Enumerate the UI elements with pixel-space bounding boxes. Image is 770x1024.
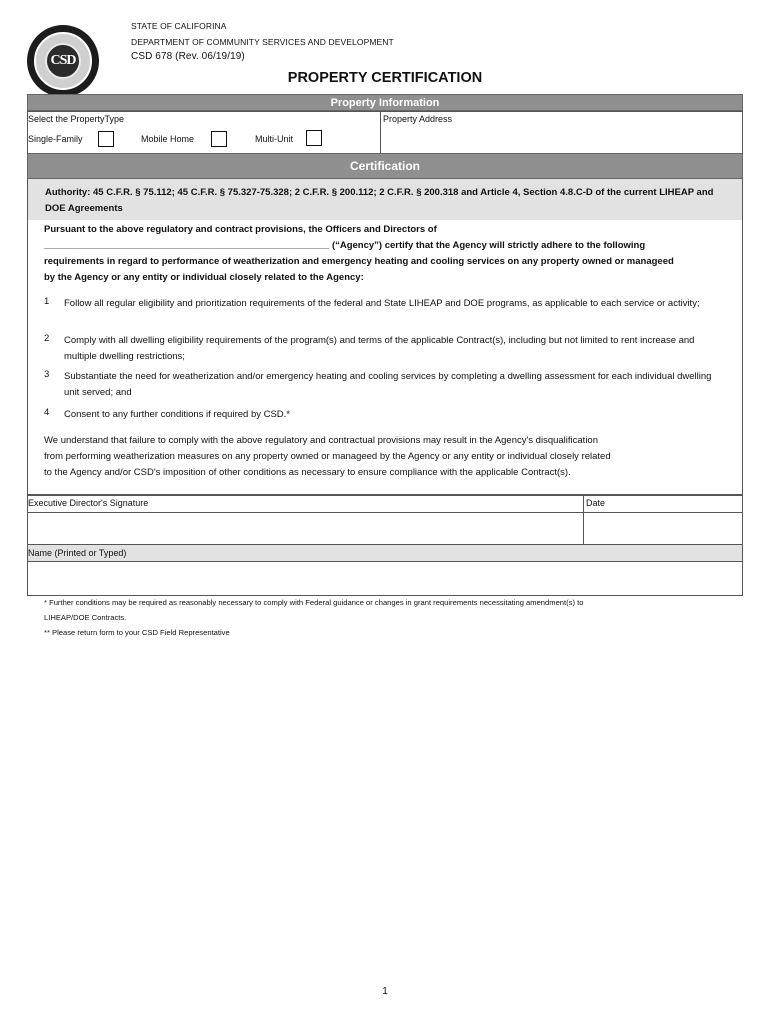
pursuant-line-3: requirements in regard to performance of weatherization and emergency heating and cooling services on any property owned or manageed: [44, 256, 674, 267]
multi-unit-label: Multi-Unit: [255, 134, 294, 144]
state-name: STATE OF CALIFORINA: [131, 21, 227, 31]
pursuant-line-4: by the Agency or any entity or individual closely related to the Agency:: [44, 272, 364, 283]
name-label: Name (Printed or Typed): [28, 548, 127, 558]
date-label: Date: [586, 498, 606, 508]
page-title: PROPERTY CERTIFICATION: [287, 70, 483, 86]
pursuant-line-2: ______________________________________________________ (“Agency”) certify that the Agency will strictly adhere to the following: [44, 240, 646, 251]
item-text: Substantiate the need for weatherization and/or emergency heating and cooling services by completing a dwelling assessment for each individual dwelling unit served; and: [64, 371, 712, 398]
pursuant-line-1: Pursuant to the above regulatory and contract provisions, the Officers and Directors of: [44, 224, 437, 235]
name-field[interactable]: [27, 561, 743, 596]
mobile-home-label: Mobile Home: [141, 134, 195, 144]
item-text: Consent to any further conditions if required by CSD.*: [64, 409, 291, 420]
signature-field[interactable]: [27, 512, 584, 545]
footnote-1-line-1: * Further conditions may be required as reasonably necessary to comply with Federal guidance or changes in grant requirements necessitating amendment(s) to: [44, 598, 584, 607]
date-label-cell: [583, 495, 743, 513]
page-number: 1: [382, 986, 388, 997]
name-label-cell: [27, 544, 743, 562]
understand-line-2: from performing weatherization measures on any property owned or manageed by the Agency or any entity or individual closely related: [44, 451, 611, 462]
item-number: 4: [44, 407, 50, 418]
date-field[interactable]: [583, 512, 743, 545]
item-text: Follow all regular eligibility and prioritization requirements of the federal and State LIHEAP and DOE programs, as applicable to each service or activity;: [64, 298, 700, 309]
footnote-2: ** Please return form to your CSD Field Representative: [44, 628, 230, 637]
department-name: DEPARTMENT OF COMMUNITY SERVICES AND DEVELOPMENT: [131, 37, 394, 47]
signature-label: Executive Director's Signature: [28, 498, 149, 508]
csd-seal-logo: [27, 25, 99, 97]
certification-header: Certification: [27, 153, 743, 179]
footnote-1-line-2: LIHEAP/DOE Contracts.: [44, 613, 127, 622]
single-family-checkbox[interactable]: [98, 131, 114, 147]
property-address-label: Property Address: [383, 114, 453, 124]
seal-text: CSD: [50, 53, 76, 68]
multi-unit-checkbox[interactable]: [306, 130, 322, 146]
item-text: Comply with all dwelling eligibility requirements of the program(s) and terms of the applicable Contract(s), including but not limited to rent increase and multiple dwelling restrictions;: [64, 335, 695, 362]
understand-line-3: to the Agency and/or CSD's imposition of other conditions as necessary to ensure compliance with the applicable Contract(s).: [44, 467, 571, 478]
select-property-type-label: Select the PropertyType: [28, 114, 125, 124]
item-number: 1: [44, 296, 50, 307]
authority-text: Authority: 45 C.F.R. § 75.112; 45 C.F.R. § 75.327-75.328; 2 C.F.R. § 200.112; 2 C.F.R. § 200.318 and Article 4, Section 4.8.C-D of the current LIHEAP and DOE Agreements: [45, 187, 714, 214]
item-number: 3: [44, 369, 50, 380]
understand-line-1: We understand that failure to comply with the above regulatory and contractual provisions may result in the Agency's disqualification: [44, 435, 598, 446]
property-info-header: Property Information: [27, 94, 743, 111]
mobile-home-checkbox[interactable]: [211, 131, 227, 147]
form-id: CSD 678 (Rev. 06/19/19): [131, 51, 245, 62]
authority-box: [27, 179, 743, 220]
single-family-label: Single-Family: [28, 134, 83, 144]
item-number: 2: [44, 333, 50, 344]
